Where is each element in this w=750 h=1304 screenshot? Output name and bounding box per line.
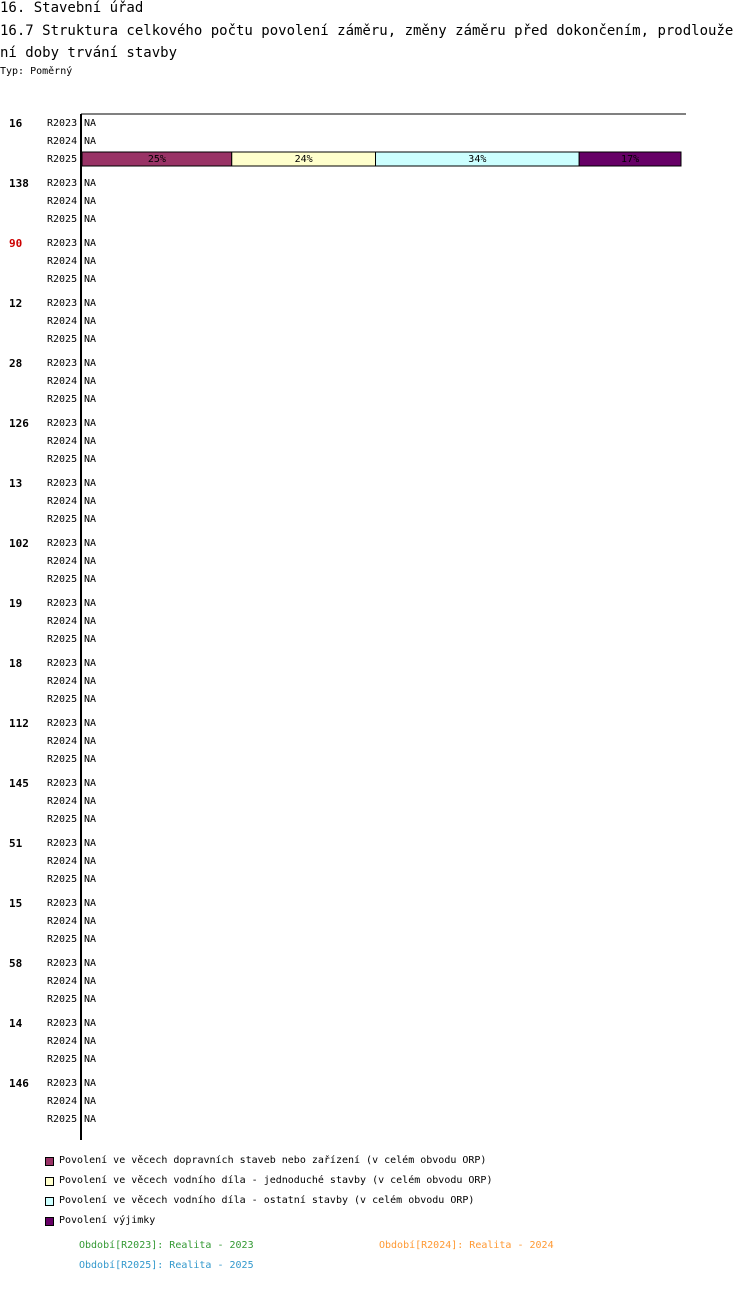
period-label: R2025: [47, 1054, 78, 1065]
na-label: NA: [84, 214, 97, 225]
na-label: NA: [84, 694, 97, 705]
group-label: 138: [9, 177, 29, 190]
period-label: R2024: [47, 676, 78, 687]
na-label: NA: [84, 478, 97, 489]
period-label: R2023: [47, 958, 78, 969]
group-label: 146: [9, 1077, 29, 1090]
period-label: R2024: [47, 376, 78, 387]
period-label: R2025: [47, 154, 78, 165]
legend-swatch: [45, 1177, 54, 1186]
na-label: NA: [84, 418, 97, 429]
na-label: NA: [84, 376, 97, 387]
na-label: NA: [84, 538, 97, 549]
na-label: NA: [84, 436, 97, 447]
period-label: R2025: [47, 754, 78, 765]
period-label: R2024: [47, 856, 78, 867]
na-label: NA: [84, 556, 97, 567]
bar-value-label: 17%: [621, 154, 640, 165]
period-label: R2023: [47, 118, 78, 129]
na-label: NA: [84, 658, 97, 669]
bar-value-label: 34%: [468, 154, 487, 165]
chart-title: 16.7 Struktura celkového počtu povolení záměru, změny záměru před dokončením, prodloužení doby trvání stavby: [0, 23, 734, 61]
period-label: R2025: [47, 994, 78, 1005]
na-label: NA: [84, 1078, 97, 1089]
na-label: NA: [84, 298, 97, 309]
period-legend-item: Období[R2025]: Realita - 2025: [79, 1260, 254, 1271]
legend-label: Povolení ve věcech vodního díla - jednoduché stavby (v celém obvodu ORP): [59, 1175, 493, 1186]
period-label: R2023: [47, 1078, 78, 1089]
period-label: R2024: [47, 796, 78, 807]
na-label: NA: [84, 598, 97, 609]
na-label: NA: [84, 616, 97, 627]
period-legend-item: Období[R2024]: Realita - 2024: [379, 1240, 554, 1251]
period-legend-item: Období[R2023]: Realita - 2023: [79, 1240, 254, 1251]
period-label: R2023: [47, 478, 78, 489]
na-label: NA: [84, 838, 97, 849]
na-label: NA: [84, 394, 97, 405]
period-label: R2023: [47, 718, 78, 729]
na-label: NA: [84, 754, 97, 765]
group-label: 15: [9, 897, 23, 910]
period-label: R2023: [47, 1018, 78, 1029]
chart-type-label: Typ: Poměrný: [0, 66, 73, 77]
legend-label: Povolení ve věcech vodního díla - ostatní stavby (v celém obvodu ORP): [59, 1195, 475, 1206]
period-label: R2023: [47, 658, 78, 669]
na-label: NA: [84, 334, 97, 345]
period-label: R2024: [47, 916, 78, 927]
period-label: R2023: [47, 538, 78, 549]
period-label: R2025: [47, 694, 78, 705]
na-label: NA: [84, 1018, 97, 1029]
period-label: R2023: [47, 358, 78, 369]
group-label: 145: [9, 777, 29, 790]
na-label: NA: [84, 934, 97, 945]
na-label: NA: [84, 958, 97, 969]
na-label: NA: [84, 1054, 97, 1065]
stacked-bar-chart: [0, 100, 700, 1140]
na-label: NA: [84, 994, 97, 1005]
na-label: NA: [84, 316, 97, 327]
period-label: R2024: [47, 1036, 78, 1047]
bar-value-label: 24%: [294, 154, 313, 165]
period-label: R2023: [47, 238, 78, 249]
period-label: R2024: [47, 136, 78, 147]
na-label: NA: [84, 736, 97, 747]
period-label: R2025: [47, 1114, 78, 1125]
legend-swatch: [45, 1157, 54, 1166]
na-label: NA: [84, 496, 97, 507]
na-label: NA: [84, 898, 97, 909]
period-label: R2024: [47, 556, 78, 567]
period-label: R2024: [47, 976, 78, 987]
period-label: R2024: [47, 196, 78, 207]
na-label: NA: [84, 1096, 97, 1107]
na-label: NA: [84, 196, 97, 207]
group-label: 13: [9, 477, 23, 490]
period-label: R2025: [47, 454, 78, 465]
period-label: R2023: [47, 898, 78, 909]
group-label: 102: [9, 537, 29, 550]
na-label: NA: [84, 454, 97, 465]
na-label: NA: [84, 358, 97, 369]
na-label: NA: [84, 778, 97, 789]
group-label: 126: [9, 417, 29, 430]
period-label: R2025: [47, 514, 78, 525]
na-label: NA: [84, 118, 97, 129]
period-label: R2024: [47, 736, 78, 747]
na-label: NA: [84, 676, 97, 687]
period-label: R2023: [47, 178, 78, 189]
period-legend: [0, 1238, 750, 1278]
group-label: 51: [9, 837, 23, 850]
period-label: R2025: [47, 874, 78, 885]
na-label: NA: [84, 514, 97, 525]
bar-value-label: 25%: [147, 154, 166, 165]
na-label: NA: [84, 574, 97, 585]
group-label: 18: [9, 657, 23, 670]
period-label: R2024: [47, 496, 78, 507]
period-label: R2025: [47, 274, 78, 285]
period-label: R2025: [47, 934, 78, 945]
na-label: NA: [84, 856, 97, 867]
na-label: NA: [84, 718, 97, 729]
na-label: NA: [84, 238, 97, 249]
na-label: NA: [84, 1036, 97, 1047]
period-label: R2025: [47, 334, 78, 345]
period-label: R2023: [47, 838, 78, 849]
na-label: NA: [84, 916, 97, 927]
group-label: 16: [9, 117, 23, 130]
na-label: NA: [84, 136, 97, 147]
period-label: R2024: [47, 256, 78, 267]
period-label: R2024: [47, 1096, 78, 1107]
na-label: NA: [84, 814, 97, 825]
na-label: NA: [84, 256, 97, 267]
group-label: 112: [9, 717, 29, 730]
period-label: R2024: [47, 436, 78, 447]
legend-swatch: [45, 1217, 54, 1226]
period-label: R2023: [47, 418, 78, 429]
na-label: NA: [84, 274, 97, 285]
period-label: R2025: [47, 394, 78, 405]
legend-label: Povolení ve věcech dopravních staveb nebo zařízení (v celém obvodu ORP): [59, 1155, 487, 1166]
na-label: NA: [84, 874, 97, 885]
section-title: 16. Stavební úřad: [0, 0, 144, 16]
group-label: 58: [9, 957, 23, 970]
group-label: 12: [9, 297, 23, 310]
group-label: 28: [9, 357, 23, 370]
period-label: R2023: [47, 598, 78, 609]
period-label: R2025: [47, 214, 78, 225]
na-label: NA: [84, 1114, 97, 1125]
na-label: NA: [84, 796, 97, 807]
period-label: R2024: [47, 616, 78, 627]
period-label: R2023: [47, 778, 78, 789]
group-label: 90: [9, 237, 23, 250]
legend-swatch: [45, 1197, 54, 1206]
na-label: NA: [84, 178, 97, 189]
legend-label: Povolení výjimky: [59, 1215, 156, 1226]
na-label: NA: [84, 634, 97, 645]
group-label: 19: [9, 597, 23, 610]
group-label: 14: [9, 1017, 23, 1030]
na-label: NA: [84, 976, 97, 987]
period-label: R2025: [47, 814, 78, 825]
period-label: R2023: [47, 298, 78, 309]
period-label: R2024: [47, 316, 78, 327]
period-label: R2025: [47, 574, 78, 585]
period-label: R2025: [47, 634, 78, 645]
